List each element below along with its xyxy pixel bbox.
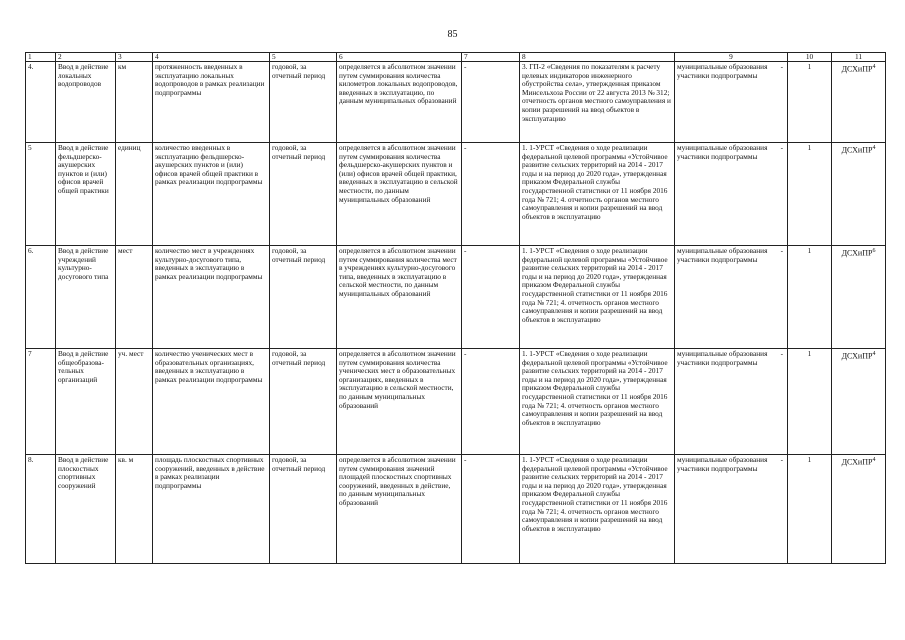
data-source: 1. 1-УРСТ «Сведения о ходе реализации федеральной целевой программы «Устойчивое развитие сельских территорий на 2014 - 2017 годы и на период до 2020 года», утвержденная приказом Федеральной службы государственной статистики от 11 ноября 2016 года № 721; 4. отчетность органов местного самоуправления и копии разрешений на ввод объектов в эксплуатацию [520, 455, 675, 564]
data-source: 3. ГП-2 «Сведения по показателям к расчету целевых индикаторов инженерного обустройства села», утвержденная приказом Минсельхоза России от 22 августа 2013 № 312; отчетность органов местного самоуправления и копии разрешений на ввод объектов в эксплуатацию [520, 62, 675, 143]
department-code: ДСХиПР [841, 64, 873, 74]
unit: кв. м [116, 455, 153, 564]
column-number: 9 [675, 53, 788, 62]
column-number: 10 [788, 53, 832, 62]
calculation-method: определяется в абсолютном значении путем суммирования количества фельдшерско-акушерских пунктов и (или) офисов врачей общей практики, введенных в эксплуатацию в сельской местности, по данным муниципальных образований [337, 143, 462, 246]
unit: мест [116, 246, 153, 349]
calculation-method: определяется в абсолютном значении путем суммирования количества километров локальных водопроводов, введенных в эксплуатацию, по данным муниципальных образований [337, 62, 462, 143]
department-code: ДСХиПР [841, 145, 873, 155]
periodicity: годовой, за отчетный период [270, 246, 337, 349]
column-10-value: 1 [788, 62, 832, 143]
responsible: муниципальные образования участники подпрограммы [677, 62, 768, 80]
column-7-value: - [462, 246, 520, 349]
indicators-table [25, 52, 886, 564]
responsible-cell [675, 349, 788, 455]
unit: единиц [116, 143, 153, 246]
responsible: муниципальные образования участники подпрограммы [677, 246, 768, 264]
indicator-definition: количество мест в учреждениях культурно-досугового типа, введенных в эксплуатацию в рамках реализации подпрограммы [153, 246, 270, 349]
column-number: 1 [26, 53, 56, 62]
unit: км [116, 62, 153, 143]
column-10-value: 1 [788, 143, 832, 246]
dash-mark: - [780, 143, 783, 152]
footnote-mark: 4 [872, 145, 876, 151]
indicator-name: Ввод в действие локальных водопроводов [56, 62, 116, 143]
row-number: 7 [26, 349, 56, 455]
column-number: 6 [337, 53, 462, 62]
row-number: 8. [26, 455, 56, 564]
indicator-name: Ввод в действие общеобразова-тельных организаций [56, 349, 116, 455]
column-number: 5 [270, 53, 337, 62]
table-row [26, 246, 886, 349]
responsible-department [832, 143, 886, 246]
periodicity: годовой, за отчетный период [270, 143, 337, 246]
responsible: муниципальные образования участники подпрограммы [677, 455, 768, 473]
indicator-name: Ввод в действие учреждений культурно-досугового типа [56, 246, 116, 349]
responsible-department [832, 62, 886, 143]
dash-mark: - [780, 62, 783, 71]
dash-mark: - [780, 246, 783, 255]
calculation-method: определяется в абсолютном значении путем суммирования количества ученических мест в образовательных организациях, введенных в эксплуатацию в сельской местности, по данным муниципальных образований [337, 349, 462, 455]
responsible-department [832, 349, 886, 455]
responsible-cell [675, 143, 788, 246]
data-source: 1. 1-УРСТ «Сведения о ходе реализации федеральной целевой программы «Устойчивое развитие сельских территорий на 2014 - 2017 годы и на период до 2020 года», утвержденная приказом Федеральной службы государственной статистики от 11 ноября 2016 года № 721; 4. отчетность органов местного самоуправления и копии разрешений на ввод объектов в эксплуатацию [520, 349, 675, 455]
indicator-name: Ввод в действие фельдшерско-акушерских пунктов и (или) офисов врачей общей практики [56, 143, 116, 246]
row-number: 6. [26, 246, 56, 349]
column-10-value: 1 [788, 455, 832, 564]
responsible-cell [675, 62, 788, 143]
row-number: 5 [26, 143, 56, 246]
dash-mark: - [780, 455, 783, 464]
column-number: 7 [462, 53, 520, 62]
column-7-value: - [462, 143, 520, 246]
column-number: 11 [832, 53, 886, 62]
column-number: 2 [56, 53, 116, 62]
column-7-value: - [462, 62, 520, 143]
column-7-value: - [462, 455, 520, 564]
department-code: ДСХиПР [841, 457, 873, 467]
periodicity: годовой, за отчетный период [270, 62, 337, 143]
footnote-mark: 4 [872, 64, 876, 70]
column-7-value: - [462, 349, 520, 455]
indicator-definition: количество ученических мест в образовательных организациях, введенных в эксплуатацию в рамках реализации подпрограммы [153, 349, 270, 455]
department-code: ДСХиПР [841, 351, 873, 361]
calculation-method: определяется в абсолютном значении путем суммирования значений площадей плоскостных спортивных сооружений, введенных в действие, по данным муниципальных образований [337, 455, 462, 564]
responsible: муниципальные образования участники подпрограммы [677, 143, 768, 161]
indicator-definition: площадь плоскостных спортивных сооружений, введенных в действие в рамках реализации подпрограммы [153, 455, 270, 564]
table-row [26, 455, 886, 564]
page-number: 85 [447, 29, 458, 40]
responsible: муниципальные образования участники подпрограммы [677, 349, 768, 367]
indicator-definition: протяженность введенных в эксплуатацию локальных водопроводов в рамках реализации подпрограммы [153, 62, 270, 143]
column-number: 8 [520, 53, 675, 62]
table-row [26, 349, 886, 455]
data-source: 1. 1-УРСТ «Сведения о ходе реализации федеральной целевой программы «Устойчивое развитие сельских территорий на 2014 - 2017 годы и на период до 2020 года», утвержденная приказом Федеральной службы государственной статистики от 11 ноября 2016 года № 721; 4. отчетность органов местного самоуправления и копии разрешений на ввод объектов в эксплуатацию [520, 246, 675, 349]
responsible-department [832, 455, 886, 564]
column-number-row [26, 53, 886, 62]
column-10-value: 1 [788, 349, 832, 455]
indicator-name: Ввод в действие плоскостных спортивных сооружений [56, 455, 116, 564]
periodicity: годовой, за отчетный период [270, 349, 337, 455]
periodicity: годовой, за отчетный период [270, 455, 337, 564]
department-code: ДСХиПР [841, 248, 873, 258]
table-row [26, 62, 886, 143]
column-number: 4 [153, 53, 270, 62]
responsible-department [832, 246, 886, 349]
column-10-value: 1 [788, 246, 832, 349]
responsible-cell [675, 455, 788, 564]
table-row [26, 143, 886, 246]
unit: уч. мест [116, 349, 153, 455]
column-number: 3 [116, 53, 153, 62]
footnote-mark: 6 [872, 248, 876, 254]
footnote-mark: 4 [872, 351, 876, 357]
calculation-method: определяется в абсолютном значении путем суммирования количества мест в учреждениях культурно-досугового типа, введенных в эксплуатацию в сельской местности, по данным муниципальных образований [337, 246, 462, 349]
indicator-definition: количество введенных в эксплуатацию фельдшерско-акушерских пунктов и (или) офисов врачей общей практики в рамках реализации подпрограммы [153, 143, 270, 246]
responsible-cell [675, 246, 788, 349]
dash-mark: - [780, 349, 783, 358]
row-number: 4. [26, 62, 56, 143]
data-source: 1. 1-УРСТ «Сведения о ходе реализации федеральной целевой программы «Устойчивое развитие сельских территорий на 2014 - 2017 годы и на период до 2020 года», утвержденная приказом Федеральной службы государственной статистики от 11 ноября 2016 года № 721; 4. отчетность органов местного самоуправления и копии разрешений на ввод объектов в эксплуатацию [520, 143, 675, 246]
footnote-mark: 4 [872, 457, 876, 463]
